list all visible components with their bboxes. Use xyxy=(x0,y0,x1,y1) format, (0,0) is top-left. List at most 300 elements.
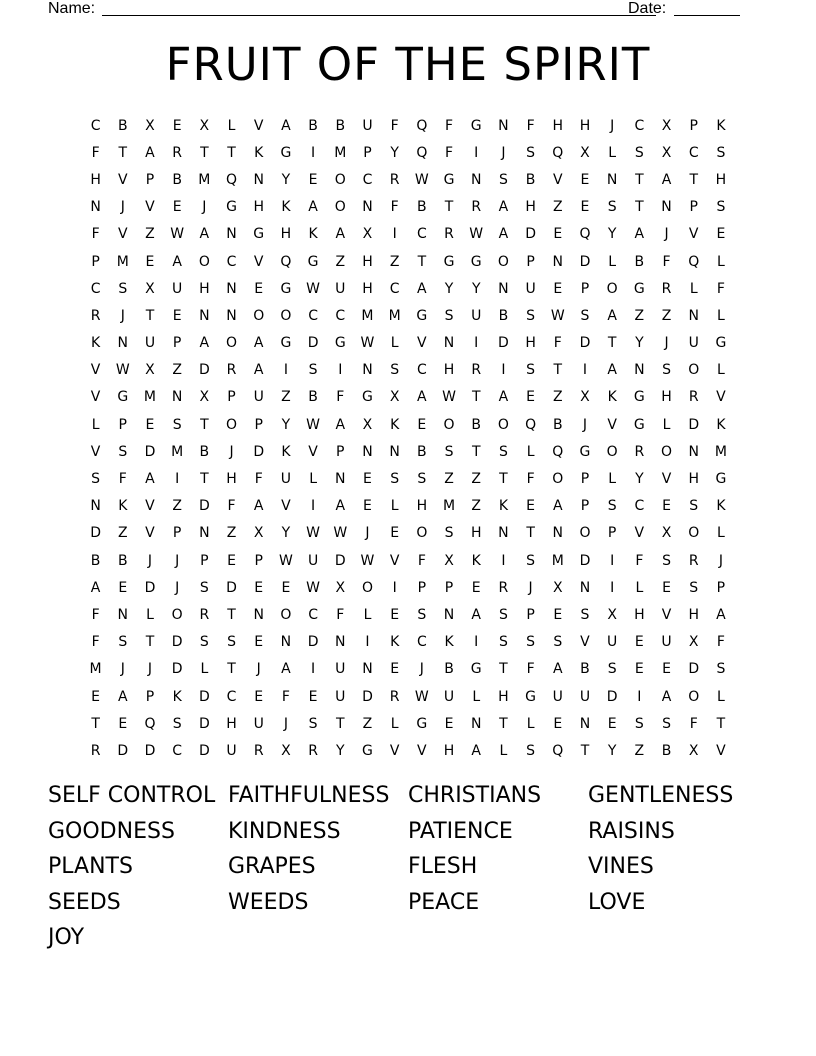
grid-letter[interactable]: U xyxy=(253,389,264,406)
grid-letter[interactable]: N xyxy=(117,335,129,352)
grid-letter[interactable]: H xyxy=(226,471,237,488)
grid-letter[interactable]: A xyxy=(417,389,427,406)
grid-letter[interactable]: U xyxy=(335,661,346,678)
grid-letter[interactable]: V xyxy=(90,389,101,406)
grid-letter[interactable]: R xyxy=(688,389,699,406)
grid-letter[interactable]: R xyxy=(199,606,210,623)
grid-letter[interactable]: I xyxy=(474,335,479,352)
grid-letter[interactable]: F xyxy=(254,471,263,488)
grid-letter[interactable]: R xyxy=(389,688,400,705)
grid-letter[interactable]: V xyxy=(634,525,645,542)
grid-letter[interactable]: S xyxy=(444,307,454,324)
grid-letter[interactable]: H xyxy=(280,226,292,243)
grid-letter[interactable]: A xyxy=(498,226,509,243)
grid-letter[interactable]: E xyxy=(634,661,644,678)
grid-letter[interactable]: E xyxy=(390,661,400,678)
grid-letter[interactable]: P xyxy=(145,688,155,705)
grid-letter[interactable]: G xyxy=(280,280,292,297)
grid-letter[interactable]: L xyxy=(91,416,100,433)
grid-letter[interactable]: H xyxy=(634,606,645,623)
date-blank-line[interactable] xyxy=(674,0,740,16)
grid-letter[interactable]: F xyxy=(526,661,535,678)
grid-letter[interactable]: L xyxy=(526,715,535,732)
grid-letter[interactable]: I xyxy=(474,144,479,161)
grid-letter[interactable]: V xyxy=(117,171,128,188)
grid-letter[interactable]: C xyxy=(90,117,101,134)
grid-letter[interactable]: P xyxy=(417,579,427,596)
grid-letter[interactable]: F xyxy=(91,144,100,161)
grid-letter[interactable]: Y xyxy=(390,144,399,161)
grid-letter[interactable]: S xyxy=(716,661,726,678)
grid-letter[interactable]: H xyxy=(443,362,455,379)
grid-letter[interactable]: C xyxy=(308,606,318,623)
grid-letter[interactable]: O xyxy=(334,199,346,216)
grid-letter[interactable]: I xyxy=(311,661,316,678)
grid-letter[interactable]: T xyxy=(635,171,644,188)
grid-letter[interactable]: B xyxy=(525,171,536,188)
grid-letter[interactable]: G xyxy=(280,144,292,161)
grid-letter[interactable]: E xyxy=(363,471,372,488)
grid-letter[interactable]: B xyxy=(417,443,427,460)
grid-letter[interactable]: A xyxy=(607,362,617,379)
grid-letter[interactable]: R xyxy=(688,552,699,569)
grid-letter[interactable]: N xyxy=(362,443,373,460)
grid-letter[interactable]: E xyxy=(662,498,671,515)
grid-letter[interactable]: X xyxy=(199,117,210,134)
grid-letter[interactable]: I xyxy=(365,634,370,651)
grid-letter[interactable]: N xyxy=(226,280,237,297)
grid-letter[interactable]: W xyxy=(414,688,429,705)
grid-letter[interactable]: N xyxy=(688,307,699,324)
grid-letter[interactable]: R xyxy=(253,742,264,759)
grid-letter[interactable]: T xyxy=(200,416,209,433)
grid-letter[interactable]: X xyxy=(145,362,155,379)
grid-letter[interactable]: O xyxy=(361,579,373,596)
grid-letter[interactable]: R xyxy=(308,742,318,759)
grid-letter[interactable]: O xyxy=(606,280,618,297)
grid-letter[interactable]: H xyxy=(525,335,536,352)
grid-letter[interactable]: X xyxy=(362,226,373,243)
grid-letter[interactable]: U xyxy=(443,688,455,705)
grid-letter[interactable]: O xyxy=(280,307,292,324)
grid-letter[interactable]: E xyxy=(607,715,617,732)
grid-letter[interactable]: S xyxy=(716,144,726,161)
grid-letter[interactable]: D xyxy=(688,661,700,678)
grid-letter[interactable]: T xyxy=(444,199,454,216)
grid-letter[interactable]: U xyxy=(471,307,482,324)
grid-letter[interactable]: K xyxy=(118,498,128,515)
grid-letter[interactable]: G xyxy=(443,171,455,188)
grid-letter[interactable]: I xyxy=(637,688,642,705)
grid-letter[interactable]: Z xyxy=(145,226,155,243)
grid-letter[interactable]: D xyxy=(253,443,265,460)
grid-letter[interactable]: A xyxy=(253,498,264,515)
grid-letter[interactable]: F xyxy=(662,253,671,270)
grid-letter[interactable]: G xyxy=(443,253,455,270)
grid-letter[interactable]: H xyxy=(90,171,101,188)
grid-letter[interactable]: E xyxy=(553,280,563,297)
grid-letter[interactable]: A xyxy=(253,335,264,352)
grid-letter[interactable]: A xyxy=(145,471,155,488)
grid-letter[interactable]: O xyxy=(579,525,591,542)
grid-letter[interactable]: S xyxy=(580,307,590,324)
grid-letter[interactable]: S xyxy=(716,199,726,216)
grid-letter[interactable]: V xyxy=(117,226,128,243)
grid-letter[interactable]: I xyxy=(311,498,316,515)
grid-letter[interactable]: N xyxy=(226,226,237,243)
grid-letter[interactable]: N xyxy=(579,715,591,732)
grid-letter[interactable]: S xyxy=(308,362,318,379)
grid-letter[interactable]: A xyxy=(471,606,481,623)
grid-letter[interactable]: O xyxy=(198,253,210,270)
grid-letter[interactable]: E xyxy=(553,715,563,732)
grid-letter[interactable]: S xyxy=(553,634,563,651)
grid-letter[interactable]: Q xyxy=(280,253,292,270)
grid-letter[interactable]: J xyxy=(147,661,153,678)
grid-letter[interactable]: E xyxy=(526,498,536,515)
grid-letter[interactable]: H xyxy=(688,606,699,623)
grid-letter[interactable]: Y xyxy=(607,742,617,759)
grid-letter[interactable]: P xyxy=(363,144,372,161)
grid-letter[interactable]: S xyxy=(634,144,644,161)
grid-letter[interactable]: N xyxy=(634,362,645,379)
grid-letter[interactable]: H xyxy=(253,199,264,216)
grid-letter[interactable]: T xyxy=(526,525,535,542)
grid-letter[interactable]: L xyxy=(146,606,154,623)
grid-letter[interactable]: J xyxy=(256,661,261,678)
grid-letter[interactable]: U xyxy=(280,471,292,488)
grid-letter[interactable]: R xyxy=(634,443,645,460)
grid-letter[interactable]: M xyxy=(143,389,157,406)
grid-letter[interactable]: R xyxy=(471,362,482,379)
grid-letter[interactable]: P xyxy=(91,253,100,270)
grid-letter[interactable]: Q xyxy=(579,226,591,243)
grid-letter[interactable]: B xyxy=(634,253,645,270)
grid-letter[interactable]: B xyxy=(661,742,672,759)
grid-letter[interactable]: S xyxy=(580,606,590,623)
grid-letter[interactable]: X xyxy=(145,117,155,134)
grid-letter[interactable]: W xyxy=(170,226,185,243)
grid-letter[interactable]: W xyxy=(278,552,293,569)
grid-letter[interactable]: G xyxy=(715,471,727,488)
grid-letter[interactable]: D xyxy=(198,362,210,379)
grid-letter[interactable]: T xyxy=(716,715,726,732)
grid-letter[interactable]: A xyxy=(716,606,726,623)
grid-letter[interactable]: Z xyxy=(471,498,482,515)
grid-letter[interactable]: Y xyxy=(607,226,617,243)
grid-letter[interactable]: E xyxy=(227,552,236,569)
grid-letter[interactable]: C xyxy=(416,362,427,379)
grid-letter[interactable]: T xyxy=(91,715,100,732)
grid-letter[interactable]: S xyxy=(662,552,671,569)
grid-letter[interactable]: N xyxy=(443,606,455,623)
grid-letter[interactable]: N xyxy=(443,335,455,352)
grid-letter[interactable]: Z xyxy=(117,525,128,542)
grid-letter[interactable]: T xyxy=(200,471,209,488)
grid-letter[interactable]: A xyxy=(335,498,346,515)
grid-letter[interactable]: V xyxy=(417,335,427,352)
grid-letter[interactable]: S xyxy=(689,498,699,515)
grid-letter[interactable]: B xyxy=(580,661,590,678)
grid-letter[interactable]: Q xyxy=(226,171,238,188)
grid-letter[interactable]: W xyxy=(115,362,130,379)
grid-letter[interactable]: J xyxy=(582,416,588,433)
grid-letter[interactable]: J xyxy=(718,552,723,569)
grid-letter[interactable]: W xyxy=(306,579,321,596)
grid-letter[interactable]: X xyxy=(607,606,617,623)
grid-letter[interactable]: J xyxy=(664,226,669,243)
grid-letter[interactable]: E xyxy=(308,688,318,705)
grid-letter[interactable]: G xyxy=(470,661,482,678)
grid-letter[interactable]: N xyxy=(90,199,101,216)
grid-letter[interactable]: L xyxy=(200,661,209,678)
grid-letter[interactable]: S xyxy=(308,715,318,732)
grid-letter[interactable]: W xyxy=(333,525,348,542)
grid-letter[interactable]: U xyxy=(688,335,699,352)
grid-letter[interactable]: I xyxy=(582,362,588,379)
grid-letter[interactable]: E xyxy=(471,579,481,596)
grid-letter[interactable]: L xyxy=(390,335,399,352)
grid-letter[interactable]: C xyxy=(90,280,101,297)
grid-letter[interactable]: W xyxy=(442,389,456,406)
grid-letter[interactable]: G xyxy=(633,280,645,297)
grid-letter[interactable]: F xyxy=(689,715,698,732)
grid-letter[interactable]: C xyxy=(226,688,237,705)
grid-letter[interactable]: G xyxy=(416,307,428,324)
grid-letter[interactable]: K xyxy=(716,498,726,515)
grid-letter[interactable]: P xyxy=(336,443,345,460)
grid-letter[interactable]: C xyxy=(308,307,318,324)
grid-letter[interactable]: A xyxy=(417,280,427,297)
grid-letter[interactable]: N xyxy=(661,199,672,216)
grid-letter[interactable]: Z xyxy=(389,253,400,270)
grid-letter[interactable]: U xyxy=(144,335,156,352)
grid-letter[interactable]: L xyxy=(390,498,399,515)
grid-letter[interactable]: D xyxy=(144,742,156,759)
grid-letter[interactable]: H xyxy=(416,498,428,515)
grid-letter[interactable]: D xyxy=(606,688,618,705)
grid-letter[interactable]: C xyxy=(416,226,427,243)
grid-letter[interactable]: K xyxy=(716,117,726,134)
grid-letter[interactable]: T xyxy=(227,606,236,623)
grid-letter[interactable]: S xyxy=(526,307,536,324)
grid-letter[interactable]: C xyxy=(389,280,400,297)
grid-letter[interactable]: Q xyxy=(688,253,700,270)
grid-letter[interactable]: R xyxy=(226,362,237,379)
grid-letter[interactable]: D xyxy=(90,525,101,542)
grid-letter[interactable]: T xyxy=(417,253,427,270)
grid-letter[interactable]: A xyxy=(335,416,346,433)
grid-letter[interactable]: A xyxy=(281,661,291,678)
grid-letter[interactable]: E xyxy=(363,498,372,515)
grid-letter[interactable]: V xyxy=(253,253,264,270)
grid-letter[interactable]: T xyxy=(553,362,563,379)
grid-letter[interactable]: E xyxy=(91,688,101,705)
grid-letter[interactable]: L xyxy=(390,715,399,732)
grid-letter[interactable]: O xyxy=(661,443,673,460)
grid-letter[interactable]: I xyxy=(501,552,506,569)
grid-letter[interactable]: D xyxy=(307,335,319,352)
grid-letter[interactable]: R xyxy=(90,742,101,759)
grid-letter[interactable]: O xyxy=(253,307,265,324)
grid-letter[interactable]: B xyxy=(172,171,182,188)
grid-letter[interactable]: N xyxy=(389,443,400,460)
grid-letter[interactable]: Q xyxy=(416,117,428,134)
grid-letter[interactable]: Q xyxy=(552,443,564,460)
grid-letter[interactable]: N xyxy=(470,171,482,188)
grid-letter[interactable]: O xyxy=(497,253,509,270)
grid-letter[interactable]: R xyxy=(661,280,672,297)
grid-letter[interactable]: P xyxy=(580,280,590,297)
grid-letter[interactable]: L xyxy=(662,416,671,433)
grid-letter[interactable]: N xyxy=(335,471,346,488)
grid-letter[interactable]: A xyxy=(117,688,128,705)
grid-letter[interactable]: J xyxy=(202,199,207,216)
grid-letter[interactable]: I xyxy=(392,579,397,596)
grid-letter[interactable]: K xyxy=(390,634,400,651)
grid-letter[interactable]: A xyxy=(281,117,291,134)
grid-letter[interactable]: Y xyxy=(444,280,454,297)
grid-letter[interactable]: T xyxy=(635,199,644,216)
grid-letter[interactable]: E xyxy=(254,688,264,705)
grid-letter[interactable]: N xyxy=(199,307,210,324)
grid-letter[interactable]: F xyxy=(227,498,236,515)
grid-letter[interactable]: A xyxy=(145,144,155,161)
grid-letter[interactable]: K xyxy=(308,226,318,243)
grid-letter[interactable]: T xyxy=(145,307,155,324)
grid-letter[interactable]: C xyxy=(634,498,645,515)
grid-letter[interactable]: U xyxy=(307,552,319,569)
grid-letter[interactable]: J xyxy=(610,117,615,134)
grid-letter[interactable]: E xyxy=(145,253,155,270)
grid-letter[interactable]: R xyxy=(90,307,101,324)
grid-letter[interactable]: Q xyxy=(416,144,428,161)
grid-letter[interactable]: E xyxy=(390,525,400,542)
grid-letter[interactable]: L xyxy=(608,253,617,270)
grid-letter[interactable]: E xyxy=(308,171,318,188)
grid-letter[interactable]: W xyxy=(306,416,321,433)
grid-letter[interactable]: L xyxy=(635,579,644,596)
grid-letter[interactable]: E xyxy=(417,416,427,433)
grid-letter[interactable]: B xyxy=(471,416,482,433)
grid-letter[interactable]: N xyxy=(226,307,237,324)
grid-letter[interactable]: N xyxy=(253,171,264,188)
grid-letter[interactable]: E xyxy=(662,661,671,678)
grid-letter[interactable]: H xyxy=(715,171,727,188)
grid-letter[interactable]: J xyxy=(229,443,234,460)
grid-letter[interactable]: V xyxy=(716,742,726,759)
grid-letter[interactable]: S xyxy=(199,579,209,596)
grid-letter[interactable]: W xyxy=(306,525,321,542)
grid-letter[interactable]: N xyxy=(117,606,129,623)
grid-letter[interactable]: V xyxy=(417,742,427,759)
grid-letter[interactable]: T xyxy=(499,661,508,678)
grid-letter[interactable]: D xyxy=(525,226,536,243)
grid-letter[interactable]: A xyxy=(498,389,509,406)
grid-letter[interactable]: V xyxy=(253,117,264,134)
grid-letter[interactable]: N xyxy=(280,634,292,651)
grid-letter[interactable]: P xyxy=(580,471,590,488)
grid-letter[interactable]: H xyxy=(362,280,373,297)
grid-letter[interactable]: O xyxy=(226,335,238,352)
grid-letter[interactable]: S xyxy=(526,742,536,759)
grid-letter[interactable]: U xyxy=(607,634,618,651)
grid-letter[interactable]: B xyxy=(117,552,128,569)
grid-letter[interactable]: V xyxy=(580,634,590,651)
grid-letter[interactable]: U xyxy=(172,280,183,297)
grid-letter[interactable]: G xyxy=(307,253,319,270)
grid-letter[interactable]: N xyxy=(362,199,373,216)
grid-letter[interactable]: V xyxy=(552,171,563,188)
grid-letter[interactable]: A xyxy=(607,307,617,324)
grid-letter[interactable]: D xyxy=(226,579,237,596)
grid-letter[interactable]: E xyxy=(553,606,563,623)
grid-letter[interactable]: Y xyxy=(635,335,644,352)
grid-letter[interactable]: P xyxy=(200,552,209,569)
grid-letter[interactable]: Y xyxy=(471,280,481,297)
grid-letter[interactable]: Y xyxy=(281,525,291,542)
grid-letter[interactable]: N xyxy=(688,443,699,460)
grid-letter[interactable]: U xyxy=(362,117,373,134)
grid-letter[interactable]: P xyxy=(254,552,263,569)
grid-letter[interactable]: F xyxy=(336,606,345,623)
grid-letter[interactable]: S xyxy=(526,362,536,379)
grid-letter[interactable]: E xyxy=(172,199,182,216)
grid-letter[interactable]: M xyxy=(442,498,456,515)
grid-letter[interactable]: X xyxy=(661,525,672,542)
grid-letter[interactable]: A xyxy=(498,199,509,216)
grid-letter[interactable]: D xyxy=(579,253,591,270)
grid-letter[interactable]: F xyxy=(91,634,100,651)
grid-letter[interactable]: W xyxy=(550,307,565,324)
grid-letter[interactable]: V xyxy=(661,471,672,488)
grid-letter[interactable]: F xyxy=(716,280,725,297)
grid-letter[interactable]: D xyxy=(362,688,373,705)
grid-letter[interactable]: E xyxy=(172,307,182,324)
grid-letter[interactable]: Z xyxy=(552,389,563,406)
grid-letter[interactable]: G xyxy=(715,335,727,352)
grid-letter[interactable]: K xyxy=(716,416,726,433)
grid-letter[interactable]: T xyxy=(200,144,209,161)
grid-letter[interactable]: E xyxy=(390,606,400,623)
grid-letter[interactable]: K xyxy=(444,634,454,651)
grid-letter[interactable]: G xyxy=(334,335,346,352)
grid-letter[interactable]: N xyxy=(498,117,509,134)
grid-letter[interactable]: T xyxy=(499,471,508,488)
grid-letter[interactable]: G xyxy=(633,389,645,406)
grid-letter[interactable]: U xyxy=(253,715,264,732)
grid-letter[interactable]: P xyxy=(526,253,535,270)
grid-letter[interactable]: F xyxy=(91,606,100,623)
grid-letter[interactable]: T xyxy=(118,144,128,161)
grid-letter[interactable]: H xyxy=(579,117,591,134)
grid-letter[interactable]: J xyxy=(120,661,125,678)
grid-letter[interactable]: M xyxy=(171,443,184,460)
grid-letter[interactable]: L xyxy=(526,443,535,460)
grid-letter[interactable]: Q xyxy=(525,416,537,433)
grid-letter[interactable]: J xyxy=(283,715,288,732)
grid-letter[interactable]: F xyxy=(336,389,345,406)
grid-letter[interactable]: K xyxy=(254,144,264,161)
grid-letter[interactable]: L xyxy=(689,280,698,297)
grid-letter[interactable]: B xyxy=(308,117,318,134)
grid-letter[interactable]: Z xyxy=(335,253,346,270)
grid-letter[interactable]: D xyxy=(307,634,319,651)
grid-letter[interactable]: S xyxy=(498,443,508,460)
grid-letter[interactable]: D xyxy=(198,715,210,732)
grid-letter[interactable]: Z xyxy=(172,362,182,379)
grid-letter[interactable]: Q xyxy=(144,715,156,732)
